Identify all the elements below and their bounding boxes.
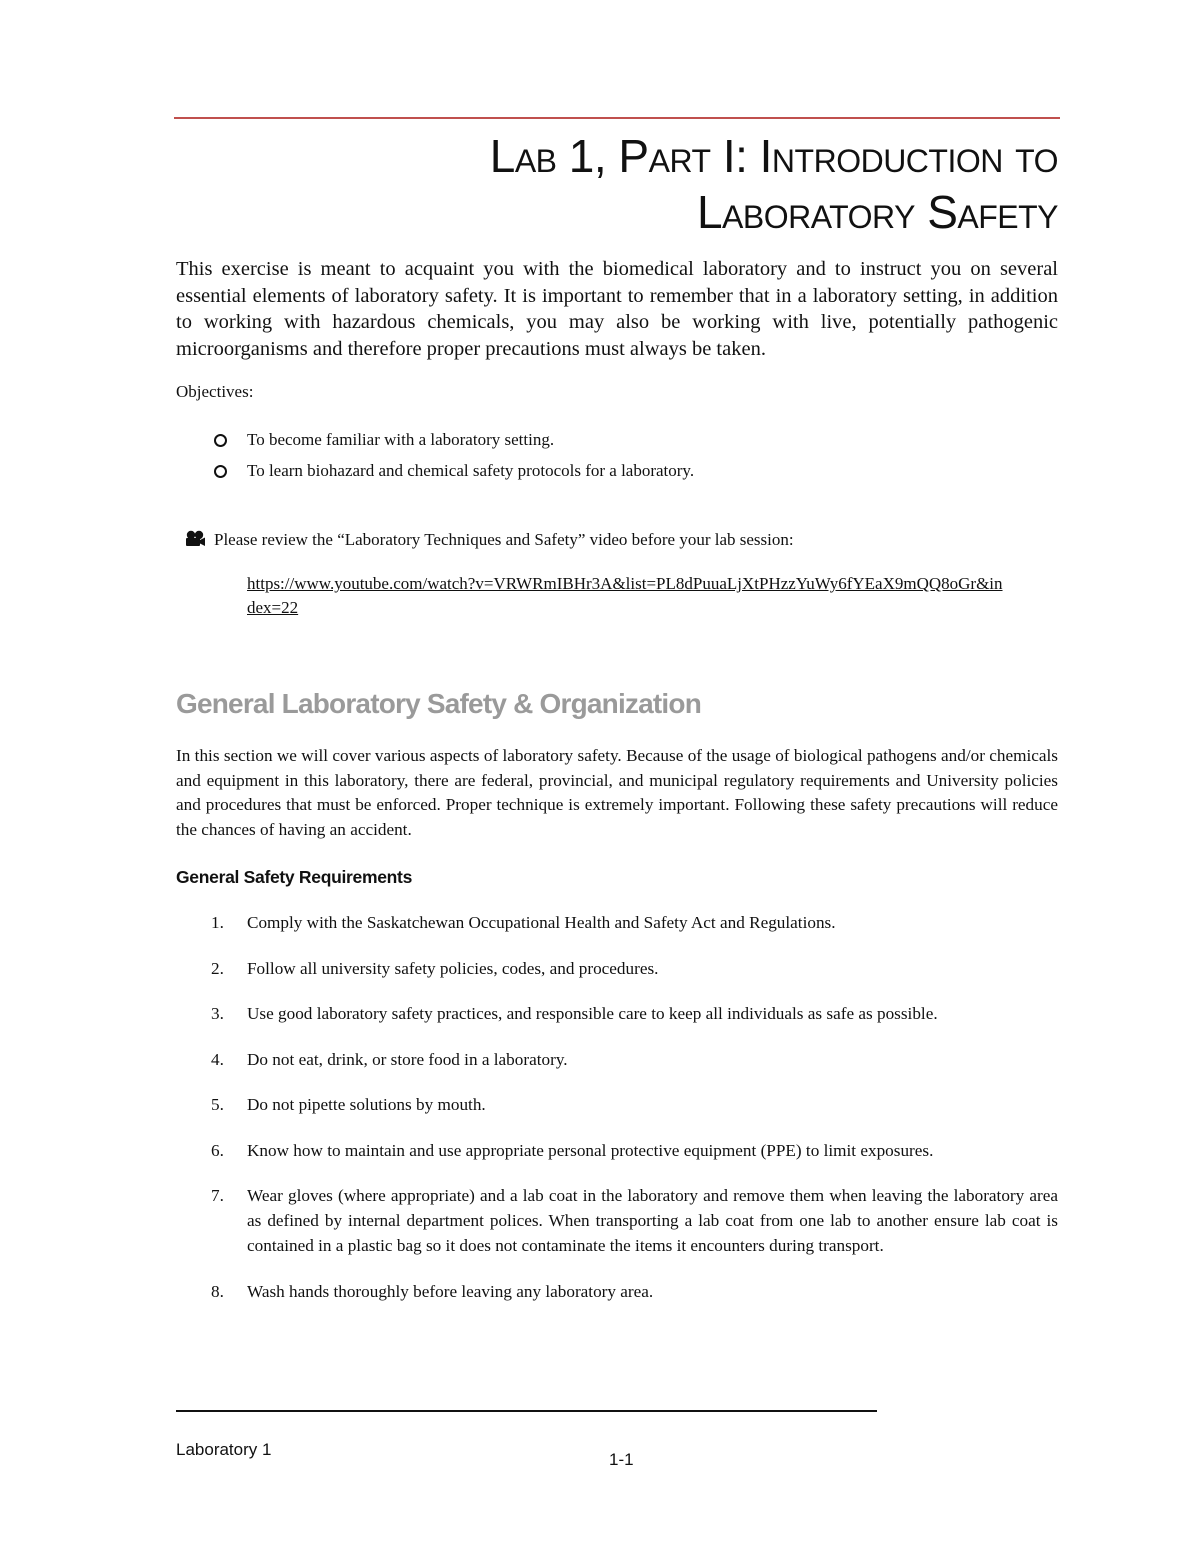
requirement-item [176, 956, 1058, 981]
requirement-text: Know how to maintain and use appropriate personal protective equipment (PPE) to limit exposures. [247, 1140, 934, 1160]
requirements-list [176, 910, 1058, 1324]
camera-icon [184, 530, 206, 548]
requirement-text: Do not pipette solutions by mouth. [247, 1095, 486, 1114]
page-number: 1-1 [609, 1450, 634, 1469]
video-link[interactable]: https://www.youtube.com/watch?v=VRWRmIBHr3A&list=PL8dPuuaLjXtPHzzYuWy6fYEaX9mQQ8oGr&index=22 [247, 574, 1003, 617]
title-line-1: Lab 1, Part I: Introduction to [489, 130, 1058, 182]
requirement-number: 1. [211, 913, 224, 932]
video-note-text: Please review the “Laboratory Techniques and Safety” video before your lab session: [214, 530, 794, 549]
objective-text: To learn biohazard and chemical safety protocols for a laboratory. [247, 461, 695, 480]
requirement-item [176, 1047, 1058, 1072]
requirement-item [176, 910, 1058, 935]
requirement-item [176, 1183, 1058, 1258]
objective-item [176, 428, 1036, 459]
page-title [174, 128, 1058, 240]
circle-bullet-icon [214, 434, 227, 447]
requirement-text: Use good laboratory safety practices, and responsible care to keep all individuals as safe as possible. [247, 1004, 938, 1023]
requirement-text: Do not eat, drink, or store food in a laboratory. [247, 1049, 568, 1069]
intro-paragraph: This exercise is meant to acquaint you with the biomedical laboratory and to instruct you on several essential elements of laboratory safety. It is important to remember that in a laboratory setting, in addition to working with hazardous chemicals, you may also be working with live, potentially pathogenic microorganisms and therefore proper precautions must always be taken. [176, 258, 1058, 360]
requirement-number: 6. [211, 1140, 224, 1160]
requirement-number: 5. [211, 1095, 224, 1114]
requirement-item [176, 1092, 1058, 1117]
requirement-number: 7. [211, 1186, 224, 1205]
requirement-number: 4. [211, 1049, 224, 1069]
requirement-item [176, 1279, 1058, 1304]
requirement-text: Wash hands thoroughly before leaving any laboratory area. [247, 1281, 654, 1301]
circle-bullet-icon [214, 465, 227, 478]
video-note [184, 528, 794, 552]
requirement-item [176, 1138, 1058, 1163]
objective-item [176, 459, 1036, 490]
requirement-number: 2. [211, 958, 224, 978]
subsection-title: General Safety Requirements [176, 867, 413, 887]
requirement-number: 3. [211, 1004, 224, 1023]
section-paragraph: In this section we will cover various aspects of laboratory safety. Because of the usage of biological pathogens and/or chemicals and equipment in this laboratory, there are federal, provincial, and municipal regulatory requirements and University policies and procedures that must be enforced. Proper technique is extremely important. Following these safety precautions will reduce the chances of having an accident. [176, 746, 1058, 839]
requirement-item [176, 1001, 1058, 1026]
objective-text: To become familiar with a laboratory setting. [247, 430, 555, 449]
objectives-label: Objectives: [176, 382, 254, 401]
title-top-rule [174, 117, 1060, 119]
title-line-2: Laboratory Safety [696, 186, 1058, 238]
requirement-text: Comply with the Saskatchewan Occupational Health and Safety Act and Regulations. [247, 913, 836, 932]
requirement-text: Follow all university safety policies, codes, and procedures. [247, 958, 659, 978]
requirement-text: Wear gloves (where appropriate) and a lab coat in the laboratory and remove them when leaving the laboratory area as defined by internal department polices. When transporting a lab coat from one lab to another ensure lab coat is contained in a plastic bag so it does not contaminate the items it encounters during transport. [247, 1186, 1058, 1255]
section-title: General Laboratory Safety & Organization [176, 688, 702, 719]
requirement-number: 8. [211, 1281, 224, 1301]
footer-label: Laboratory 1 [176, 1440, 272, 1459]
footer-rule [176, 1410, 877, 1412]
objectives-list [176, 428, 1036, 490]
